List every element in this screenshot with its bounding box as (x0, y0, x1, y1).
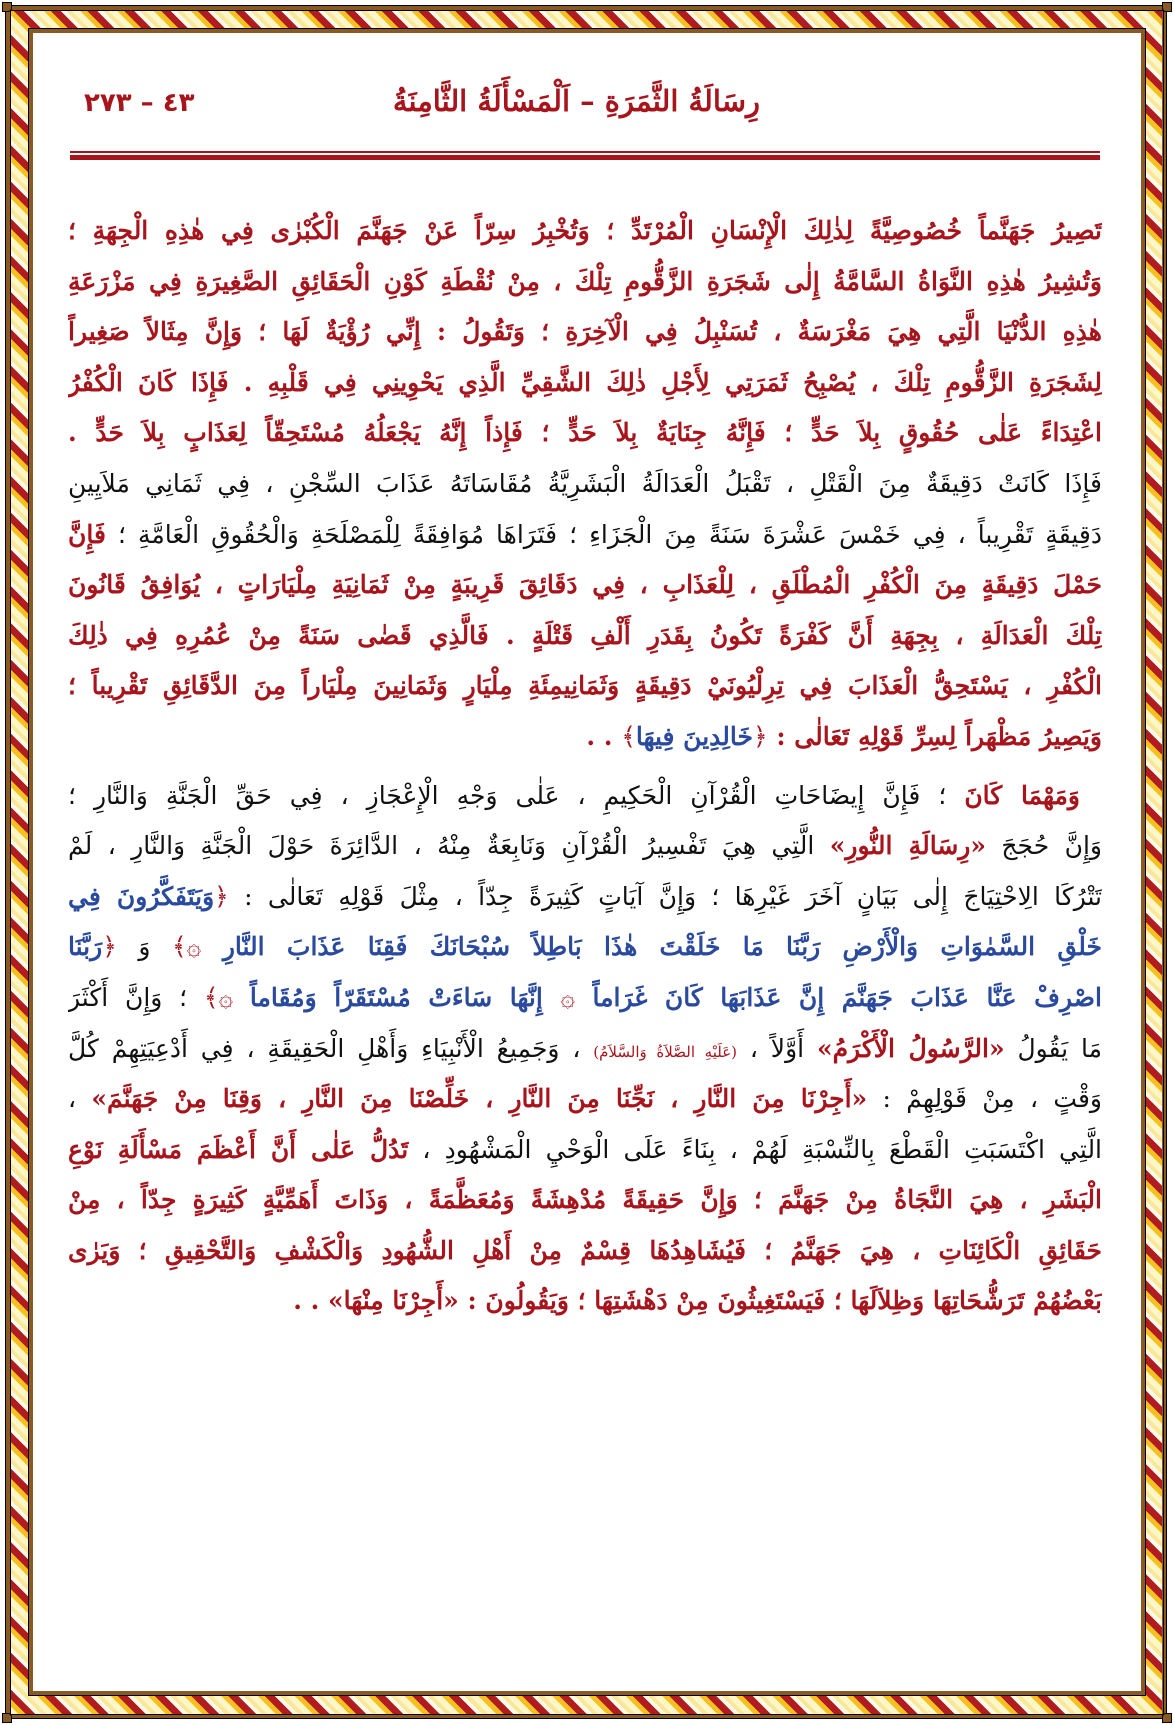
text-line (68, 712, 1102, 763)
quran-verse-text: وَيَتَفَكَّرُونَ فِي (68, 881, 215, 911)
header-divider-thick (70, 155, 1100, 160)
page-number: ٤٣ – ٢٧٣ (84, 88, 195, 118)
text-segment: لِشَجَرَةِ الزَّقُّومِ تِلْكَ ، يُصْبِحُ ثَمَرَتِي لِأَجْلِ ذٰلِكَ الشَّقِيِّ الَّذِي يَحْوِينِي فِي قَلْبِهِ . فَإِذَا كَانَ الْكُفْرُ (68, 367, 1102, 397)
text-segment: فَإِنَّ (68, 519, 106, 549)
text-segment: الْكُفْرِ ، يَسْتَحِقُّ الْعَذَابَ فِي تِرِلْيُونَيْ دَقِيقَةٍ وَثَمَانِيمِئَةِ مِلْيَارٍ وَثَمَانِينَ مِلْيَاراً مِنَ الدَّقَائِقِ تَقْرِيباً ؛ (68, 671, 1102, 701)
text-line (68, 560, 1102, 611)
quran-verse-text: رَبَّنَا (68, 932, 103, 962)
corner-ornament-bottom-right (1162, 1713, 1172, 1723)
text-segment: حَمْلَ دَقِيقَةٍ مِنَ الْكُفْرِ الْمُطْلَقِ ، لِلْعَذَابِ ، فِي دَقَائِقَ قَرِيبَةٍ مِنْ ثَمَانِيَةِ مِلْيَارَاتٍ ، يُوَافِقُ قَانُونَ (68, 570, 1102, 600)
text-line (68, 821, 1102, 872)
paragraph (68, 206, 1102, 763)
text-segment: وَقْتٍ ، مِنْ قَوْلِهِمْ : (867, 1084, 1102, 1114)
verse-ornament-icon: ﴾ (621, 721, 636, 751)
text-segment: وَيَصِيرُ مَظْهَراً لِسِرِّ قَوْلِهِ تَعَالٰى : (767, 721, 1102, 751)
text-line (68, 611, 1102, 662)
text-segment: ؛ فَإِنَّ إِيضَاحَاتِ الْقُرْآنِ الْحَكِيمِ ، عَلٰى وَجْهِ الْإِعْجَازِ ، فِي حَقِّ الْجَنَّةِ وَالنَّارِ ؛ (68, 780, 965, 810)
text-segment: فَإِذَا كَانَتْ دَقِيقَةٌ مِنَ الْقَتْلِ ، تَقْبَلُ الْعَدَالَةُ الْبَشَرِيَّةُ مُقَاسَاتَهُ عَذَابَ السِّجْنِ ، فِي ثَمَانِي مَلاَيِينِ (68, 468, 1102, 498)
text-line (68, 307, 1102, 358)
header-divider-thin (70, 151, 1100, 153)
text-segment: وَ (116, 932, 151, 962)
text-segment: الْبَشَرِ ، هِيَ النَّجَاةُ مِنْ جَهَنَّمَ ؛ وَإِنَّ حَقِيقَةً مُدْهِشَةً وَمُعَظَّمَةً ، وَذَاتَ أَهَمِّيَّةٍ كَثِيرَةٍ جِدّاً ، مِنْ (68, 1185, 1102, 1215)
text-line (68, 872, 1102, 923)
text-line (68, 661, 1102, 712)
text-segment: مَا يَقُولُ (1004, 1033, 1102, 1063)
quran-verse-text: اصْرِفْ عَنَّا عَذَابَ جَهَنَّمَ إِنَّ عَذَابَهَا كَانَ غَرَاماً (574, 982, 1102, 1012)
text-segment: دَقِيقَةٍ تَقْرِيباً ، فِي خَمْسَ عَشْرَةَ سَنَةً مِنَ الْجَزَاءِ ؛ فَتَرَاهَا مُوَافِقَةً لِلْمَصْلَحَةِ وَالْحُقُوقِ الْعَامَّةِ ؛ (105, 519, 1102, 549)
text-line (68, 771, 1102, 822)
verse-ornament-icon: ﴿ (214, 881, 229, 911)
text-line (68, 408, 1102, 459)
text-line (68, 1125, 1102, 1176)
text-segment: تَتْرُكَا الِاحْتِيَاجَ إِلٰى بَيَانٍ آخَرَ غَيْرِهَا ؛ وَإِنَّ آيَاتٍ كَثِيرَةً جِدّاً ، مِثْلَ قَوْلِهِ تَعَالٰى : (228, 881, 1102, 911)
paragraph (68, 771, 1102, 1328)
text-segment: وَإِنَّ حُجَجَ (985, 831, 1102, 861)
page-title: رِسَالَةُ الثَّمَرَةِ – اَلْمَسْأَلَةُ الثَّامِنَةُ (392, 84, 760, 118)
text-segment: وَتُشِيرُ هٰذِهِ النَّوَاةُ السَّامَّةُ إِلٰى شَجَرَةِ الزَّقُّومِ تِلْكَ ، مِنْ نُقْطَةِ كَوْنِ الْحَقَائِقِ الصَّغِيرَةِ فِي مَزْرَعَةِ (68, 266, 1102, 296)
text-segment: «رِسَالَةِ النُّورِ» (829, 831, 986, 861)
text-segment: . . (586, 721, 622, 751)
quran-verse-text: إِنَّهَا سَاءَتْ مُسْتَقَرّاً وَمُقَاماً (249, 982, 561, 1012)
verse-ornament-icon: ﴿ (102, 932, 117, 962)
salawat-glyph: (عَلَيْهِ الصَّلاَةُ وَالسَّلاَمُ) (593, 1042, 738, 1061)
verse-ornament-icon: ﴿ (752, 721, 768, 751)
corner-ornament-top-left (2, 2, 12, 12)
text-segment: ؛ وَإِنَّ أَكْثَرَ (68, 982, 204, 1012)
verse-ornament-icon: ۞﴾ (150, 932, 223, 962)
text-segment: الَّتِي اكْتَسَبَتِ الْقَطْعَ بِالنِّسْبَةِ لَهُمْ ، بِنَاءً عَلَى الْوَحْيِ الْمَشْهُودِ ، (408, 1134, 1102, 1164)
text-line (68, 206, 1102, 257)
verse-ornament-icon: ۞ (560, 982, 575, 1012)
text-segment: حَقَائِقِ الْكَائِنَاتِ ، هِيَ جَهَنَّمُ ؛ فَيُشَاهِدُهَا قِسْمٌ مِنْ أَهْلِ الشُّهُودِ وَالْكَشْفِ وَالتَّحْقِيقِ ؛ وَيَرٰى (68, 1235, 1102, 1265)
text-line (68, 358, 1102, 409)
text-line (68, 973, 1102, 1024)
document-body (68, 206, 1102, 1327)
text-segment: اعْتِدَاءً عَلٰى حُقُوقٍ بِلاَ حَدٍّ ؛ فَإِنَّهُ جِنَايَةٌ بِلاَ حَدٍّ ؛ فَإِذاً إِنَّهُ يَجْعَلُهُ مُسْتَحِقّاً لِعَذَابٍ بِلاَ حَدٍّ . (68, 418, 1102, 448)
text-segment: ، وَجَمِيعُ الْأَنْبِيَاءِ وَأَهْلِ الْحَقِيقَةِ ، فِي أَدْعِيَتِهِمْ كُلَّ (68, 1033, 594, 1063)
text-segment: تَصِيرُ جَهَنَّماً خُصُوصِيَّةً لِذٰلِكَ الْإِنْسَانِ الْمُرْتَدِّ ؛ وَتُخْبِرُ سِرّاً عَنْ جَهَنَّمَ الْكُبْرٰى فِي هٰذِهِ الْجِهَةِ ؛ (68, 216, 1102, 245)
quran-verse-text: خَلْقِ السَّمٰوَاتِ وَالْأَرْضِ رَبَّنَا مَا خَلَقْتَ هٰذَا بَاطِلاً سُبْحَانَكَ فَقِنَا عَذَابَ النَّارِ (222, 932, 1102, 962)
text-line (68, 257, 1102, 308)
page-header (70, 80, 1100, 140)
text-segment: وَمَهْمَا كَانَ (964, 780, 1081, 810)
text-line (68, 1226, 1102, 1277)
text-segment: الَّتِي هِيَ تَفْسِيرُ الْقُرْآنِ وَنَابِعَةٌ مِنْهُ ، الدَّائِرَةَ حَوْلَ الْجَنَّةِ وَالنَّارِ ، لَمْ (68, 831, 830, 861)
paragraph-gap (68, 763, 1102, 771)
text-segment: أَوَّلاً ، (737, 1033, 817, 1063)
text-line (68, 459, 1102, 510)
text-line (68, 1024, 1102, 1075)
quran-verse-text: خَالِدِينَ فِيهَا (635, 721, 753, 751)
corner-ornament-bottom-left (2, 1713, 12, 1723)
text-segment: «أَجِرْنَا مِنَ النَّارِ ، نَجِّنَا مِنَ النَّارِ ، خَلِّصْنَا مِنَ النَّارِ ، وَقِنَا مِنْ جَهَنَّمَ» (91, 1084, 868, 1114)
text-line (68, 1074, 1102, 1125)
text-segment: ، (68, 1084, 92, 1114)
text-segment: تِلْكَ الْعَدَالَةِ ، بِجِهَةِ أَنَّ كَفْرَةً تَكُونُ بِقَدَرِ أَلْفِ قَتْلَةٍ . فَالَّذِي قَضٰى سَنَةً مِنْ عُمُرِهِ فِي ذٰلِكَ (68, 620, 1102, 650)
text-segment: بَعْضُهُمْ تَرَشُّحَاتِهَا وَظِلاَلَهَا ؛ فَيَسْتَغِيثُونَ مِنْ دَهْشَتِهَا ؛ وَيَقُولُونَ : «أَجِرْنَا مِنْهَا» . . (293, 1286, 1102, 1316)
text-line (68, 1175, 1102, 1226)
verse-ornament-icon: ۞﴾ (203, 982, 250, 1012)
text-segment: هٰذِهِ الدُّنْيَا الَّتِي هِيَ مَغْرَسَةٌ ، تُسَنْبِلُ فِي الْآخِرَةِ ؛ وَتَقُولُ : إِنِّي رُؤْيَةٌ لَهَا ؛ وَإِنَّ مِثَالاً صَغِيراً (68, 317, 1102, 347)
text-line (68, 510, 1102, 561)
text-segment: تَدُلُّ عَلٰى أَنَّ أَعْظَمَ مَسْأَلَةِ نَوْعِ (68, 1134, 409, 1164)
corner-ornament-top-right (1162, 2, 1172, 12)
text-line (68, 1276, 1102, 1327)
text-line (68, 922, 1102, 973)
text-segment: «الرَّسُولُ الْأَكْرَمُ» (816, 1033, 1005, 1063)
